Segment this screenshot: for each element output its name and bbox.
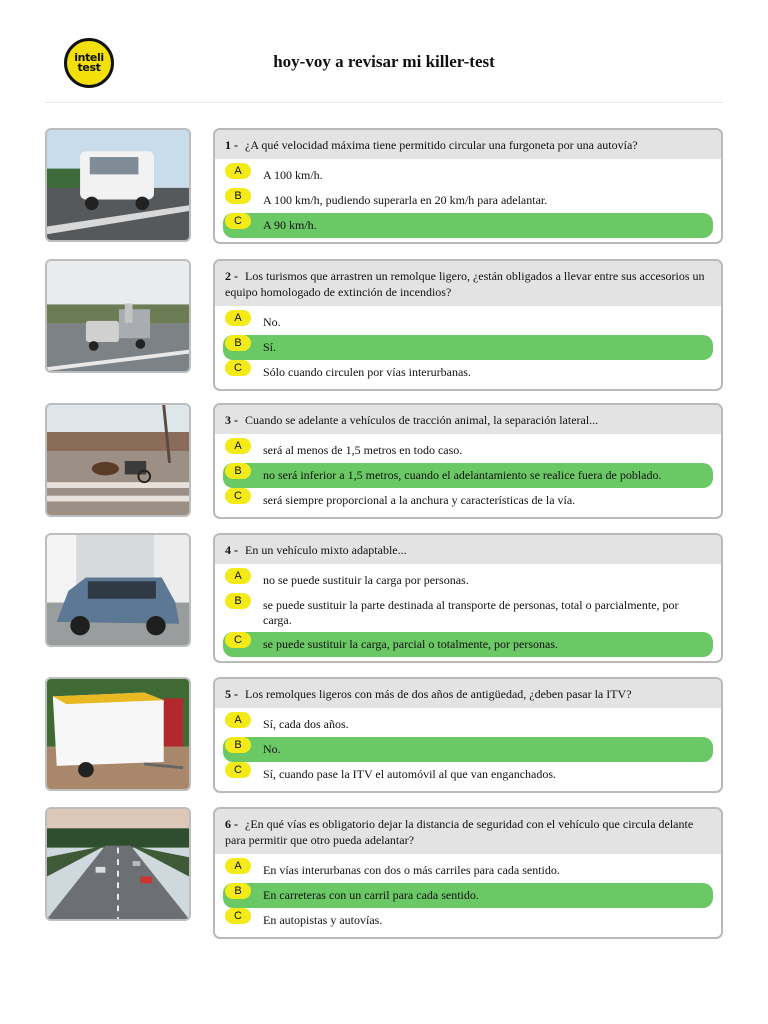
answer-text: se puede sustituir la parte destinada al transporte de personas, total o parcialmente, por carga. bbox=[263, 598, 679, 627]
answer-option-c[interactable] bbox=[223, 360, 713, 385]
question-header bbox=[215, 809, 721, 854]
answer-text: Sí. bbox=[263, 340, 277, 354]
answer-option-b-correct[interactable] bbox=[223, 463, 713, 488]
answer-option-b[interactable] bbox=[223, 593, 713, 632]
question-photo-motorway bbox=[45, 807, 191, 921]
answer-option-c-correct[interactable] bbox=[223, 632, 713, 657]
answer-text: En carreteras con un carril para cada sentido. bbox=[263, 888, 479, 902]
answer-text: Sí, cada dos años. bbox=[263, 717, 349, 731]
answer-letter-badge: C bbox=[225, 632, 251, 648]
question-card-4 bbox=[213, 533, 723, 663]
answer-letter-badge: B bbox=[225, 335, 251, 351]
answer-text: En vías interurbanas con dos o más carriles para cada sentido. bbox=[263, 863, 560, 877]
answer-text: Sólo cuando circulen por vías interurbanas. bbox=[263, 365, 471, 379]
answer-letter-badge: A bbox=[225, 310, 251, 326]
answer-letter-badge: C bbox=[225, 360, 251, 376]
question-text: Cuando se adelante a vehículos de tracción animal, la separación lateral... bbox=[245, 413, 599, 427]
question-number: 3 - bbox=[225, 413, 238, 427]
question-header bbox=[215, 535, 721, 564]
question-header bbox=[215, 405, 721, 434]
answer-option-a[interactable] bbox=[223, 163, 713, 188]
answer-text: En autopistas y autovías. bbox=[263, 913, 383, 927]
answer-option-a[interactable] bbox=[223, 310, 713, 335]
answer-letter-badge: C bbox=[225, 213, 251, 229]
question-text: ¿En qué vías es obligatorio dejar la distancia de seguridad con el vehículo que circula delante para permitir que otro pueda adelantar? bbox=[225, 817, 694, 847]
answer-option-b-correct[interactable] bbox=[223, 883, 713, 908]
question-number: 2 - bbox=[225, 269, 238, 283]
answer-option-a[interactable] bbox=[223, 712, 713, 737]
answer-text: será al menos de 1,5 metros en todo caso. bbox=[263, 443, 463, 457]
question-text: Los turismos que arrastren un remolque ligero, ¿están obligados a llevar entre sus accesorios un equipo homologado de extinción de incendios? bbox=[225, 269, 705, 299]
answer-text: A 100 km/h. bbox=[263, 168, 323, 182]
answer-text: No. bbox=[263, 315, 281, 329]
question-header bbox=[215, 679, 721, 708]
answer-letter-badge: A bbox=[225, 163, 251, 179]
question-number: 5 - bbox=[225, 687, 238, 701]
answer-letter-badge: B bbox=[225, 188, 251, 204]
answer-letter-badge: B bbox=[225, 593, 251, 609]
answer-text: no se puede sustituir la carga por personas. bbox=[263, 573, 469, 587]
page-title-text: hoy-voy a revisar mi killer-test bbox=[273, 52, 495, 71]
answer-text: Sí, cuando pase la ITV el automóvil al que van enganchados. bbox=[263, 767, 557, 781]
question-photo-horse-cart bbox=[45, 403, 191, 517]
answer-letter-badge: C bbox=[225, 762, 251, 778]
answer-text: No. bbox=[263, 742, 281, 756]
answer-text: será siempre proporcional a la anchura y características de la vía. bbox=[263, 493, 576, 507]
question-text: Los remolques ligeros con más de dos años de antigüedad, ¿deben pasar la ITV? bbox=[245, 687, 632, 701]
logo-text-line2: test bbox=[77, 61, 101, 74]
answer-list bbox=[215, 434, 721, 517]
answer-option-c[interactable] bbox=[223, 488, 713, 513]
question-number: 6 - bbox=[225, 817, 238, 831]
answer-letter-badge: B bbox=[225, 737, 251, 753]
answer-letter-badge: C bbox=[225, 488, 251, 504]
answer-list bbox=[215, 159, 721, 242]
answer-text: A 100 km/h, pudiendo superarla en 20 km/h para adelantar. bbox=[263, 193, 548, 207]
answer-option-c[interactable] bbox=[223, 908, 713, 933]
answer-text: no será inferior a 1,5 metros, cuando el adelantamiento se realice fuera de poblado. bbox=[263, 468, 662, 482]
question-card-6 bbox=[213, 807, 723, 939]
answer-option-b-correct[interactable] bbox=[223, 737, 713, 762]
header-divider bbox=[45, 102, 723, 103]
answer-text: se puede sustituir la carga, parcial o totalmente, por personas. bbox=[263, 637, 559, 651]
answer-letter-badge: B bbox=[225, 883, 251, 899]
question-text: ¿A qué velocidad máxima tiene permitido circular una furgoneta por una autovía? bbox=[245, 138, 638, 152]
answer-option-b[interactable] bbox=[223, 188, 713, 213]
answer-option-a[interactable] bbox=[223, 438, 713, 463]
question-card-1 bbox=[213, 128, 723, 244]
answer-list bbox=[215, 708, 721, 791]
answer-letter-badge: B bbox=[225, 463, 251, 479]
answer-list bbox=[215, 306, 721, 389]
answer-option-c[interactable] bbox=[223, 762, 713, 787]
answer-list bbox=[215, 564, 721, 661]
answer-letter-badge: C bbox=[225, 908, 251, 924]
question-photo-box-trailer bbox=[45, 677, 191, 791]
answer-option-b-correct[interactable] bbox=[223, 335, 713, 360]
question-header bbox=[215, 130, 721, 159]
question-header bbox=[215, 261, 721, 306]
question-card-2 bbox=[213, 259, 723, 391]
answer-text: A 90 km/h. bbox=[263, 218, 317, 232]
question-number: 1 - bbox=[225, 138, 238, 152]
page-header bbox=[0, 0, 768, 104]
answer-letter-badge: A bbox=[225, 438, 251, 454]
question-photo-trailer-car bbox=[45, 259, 191, 373]
answer-option-a[interactable] bbox=[223, 858, 713, 883]
question-number: 4 - bbox=[225, 543, 238, 557]
answer-list bbox=[215, 854, 721, 937]
question-card-3 bbox=[213, 403, 723, 519]
question-photo-mixed-vehicle bbox=[45, 533, 191, 647]
answer-letter-badge: A bbox=[225, 858, 251, 874]
question-text: En un vehículo mixto adaptable... bbox=[245, 543, 407, 557]
logo-text-line1: inteli bbox=[74, 51, 104, 64]
question-photo-van bbox=[45, 128, 191, 242]
answer-option-c-correct[interactable] bbox=[223, 213, 713, 238]
answer-letter-badge: A bbox=[225, 712, 251, 728]
answer-letter-badge: A bbox=[225, 568, 251, 584]
question-card-5 bbox=[213, 677, 723, 793]
answer-option-a[interactable] bbox=[223, 568, 713, 593]
page-title bbox=[0, 52, 768, 72]
